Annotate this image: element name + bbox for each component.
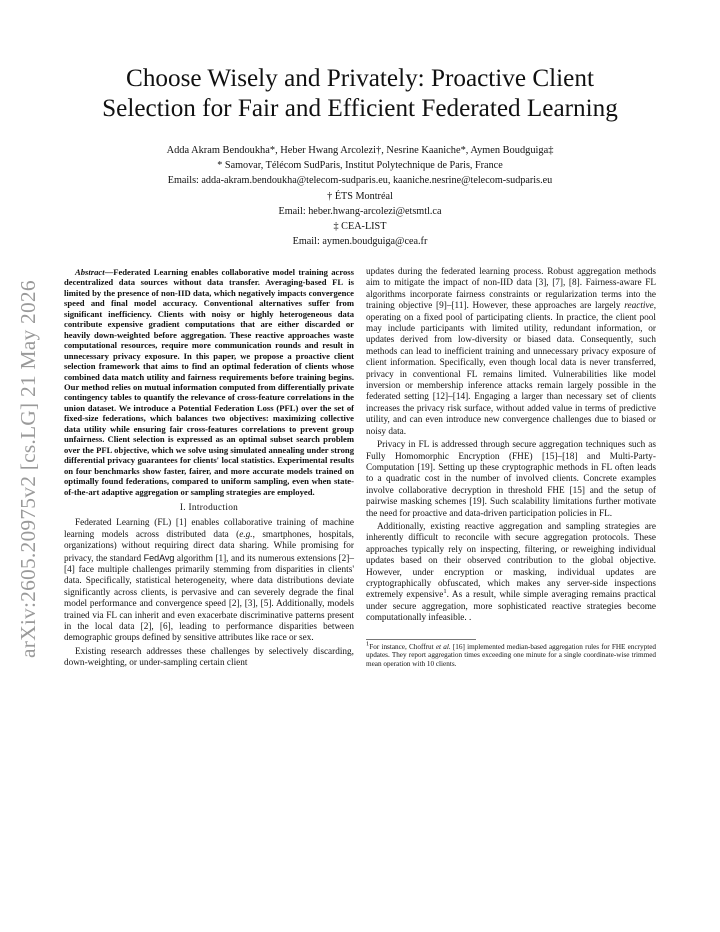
right-column: [366, 267, 656, 669]
footnote-ref[interactable]: 1: [443, 588, 447, 596]
arxiv-identifier[interactable]: arXiv:2605.20975v2 [cs.LG] 21 May 2026: [16, 280, 40, 658]
left-column: [64, 267, 354, 670]
affiliation-2: † ÉTS Montréal: [327, 190, 393, 202]
emails-3: Email: aymen.boudguiga@cea.fr: [292, 236, 428, 248]
right-paragraph-1: [366, 267, 656, 438]
right-p3-text-b: . As a result, while simple averaging remains practical under secure aggregation, more sophisticated reactive strategies become computationally infeasible. .: [366, 590, 656, 624]
footnote-etal: et al.: [435, 642, 451, 651]
intro-p1-eg: e.g.: [239, 529, 253, 540]
abstract-label: Abstract: [75, 267, 105, 277]
title-line-2: Selection for Fair and Efficient Federated Learning: [102, 95, 618, 122]
emails-2: Email: heber.hwang-arcolezi@etsmtl.ca: [278, 205, 442, 217]
arxiv-watermark: [14, 258, 44, 658]
section-heading-introduction: I. Introduction: [179, 502, 239, 513]
intro-p1-text-c: algorithm [1], and its numerous extensions [2]–[4] face multiple challenges primarily stemming from disparities in clients' data. Specifically, statistical heterogeneity, where data distributions deviate significantly across clients, is pervasive and can severely degrade the final model performance and convergence speed [2], [3], [5]. Additionally, models trained via FL can inherit and even exacerbate discriminative patterns present in the local data [2], [6], leading to performance disparities between demographic groups defined by sensitive attributes like race or sex.: [64, 553, 354, 644]
right-p1-text-b: , operating on a fixed pool of participating clients. In practice, the client pool may include participants with limited utility, redundant information, or updates derived from low-diversity or biased data. Consequently, such methods can lead to inefficient training and unnecessary privacy exposure of client information. Specifically, even though local data is never transferred, privacy in conventional FL remains limited. Vulnerabilities like model inversion or membership inference attacks remain largely possible in the federated setting [12]–[14]. Engaging a larger than necessary set of clients increases the privacy risk surface, without added value in terms of predictive utility, and can even introduce new convergence challenges due to biased or noisy data.: [366, 301, 656, 437]
footnote-text-b: [16] implemented median-based aggregation rules for FHE encrypted updates. They report aggregation times exceeding one minute for a single coordinate-wise trimmed mean operation with 10 clients.: [366, 642, 657, 668]
fedavg-term: FedAvg: [143, 552, 175, 563]
title-line-1: Choose Wisely and Privately: Proactive Client: [126, 65, 594, 92]
intro-p1-text-a: Federated Learning (FL) [1] enables collaborative training of machine learning models across distributed data (: [64, 518, 354, 540]
right-p1-text-a: updates during the federated learning process. Robust aggregation methods aim to mitigate the impact of non-IID data [3], [7], [8]. Fairness-aware FL algorithms incorporate fairness constraints or regularization terms into the training objective [9]–[11]. However, these approaches are largely: [366, 267, 656, 312]
reactive-term: reactive: [624, 301, 654, 312]
affiliation-1: * Samovar, Télécom SudParis, Institut Polytechnique de Paris, France: [217, 160, 503, 172]
abstract: [64, 267, 354, 497]
footnote-marker: 1: [366, 640, 370, 648]
right-paragraph-2: Privacy in FL is addressed through secure aggregation techniques such as Fully Homomorphic Encryption (FHE) [15]–[18] and Multi-Party-Computation [19]. Setting up these cryptographic methods in FL often leads to a quadratic cost in the number of involved clients. Concrete examples involve collaborative decryption in threshold FHE [15] and the setup of pairwise masking schemes [19]. Such scalability limitations further motivate the need for proactive and data-driven participation policies in FL.: [366, 440, 656, 519]
abstract-text: —Federated Learning enables collaborative model training across decentralized data sources without data transfer. Averaging-based FL is limited by the presence of non-IID data, which negatively impacts convergence speed and final model accuracy. Conventional alternatives suffer from significant inefficiency. Clients with noisy or highly heterogeneous data contribute expensive gradient computations that are either discarded or heavily down-weighted before aggregation. These reactive approaches waste computational resources, require more communication rounds and result in unnecessary privacy exposure. In this paper, we propose a proactive client selection framework that aims to find an optimal federation of clients whose combined data match utility and fairness requirements before training begins. Our method relies on mutual information computed from differentially private contingency tables to quantify the relevance of cross-feature correlations in the union dataset. We introduce a Potential Federation Loss (PFL) over the set of fixed-size federations, which balances two objectives: maximizing collective data utility while ensuring fair cross-features correlations to prevent group unfairness. Client selection is expressed as an optimal subset search problem over the PFL objective, which we solve using simulated annealing under strong differential privacy guarantees for clients' local statistics. Experimental results on four benchmarks show faster, fairer, and more accurate models trained on optimally found federations, compared to uniform sampling, even when state-of-the-art adaptive aggregation or sampling strategies are employed.: [64, 267, 354, 497]
footnote: [366, 639, 656, 669]
paper-title: [40, 64, 680, 124]
author-names: Adda Akram Bendoukha*, Heber Hwang Arcolezi†, Nesrine Kaaniche*, Aymen Boudguiga‡: [166, 145, 554, 156]
intro-p1-text-b: , smartphones, hospitals, organizations) without requiring direct data sharing. While promising for privacy, the standard: [64, 529, 354, 564]
affiliation-3: ‡ CEA-LIST: [333, 221, 387, 233]
emails-1: Emails: adda-akram.bendoukha@telecom-sudparis.eu, kaaniche.nesrine@telecom-sudparis.eu: [167, 175, 553, 187]
footnote-text-a: For instance, Choffrut: [369, 642, 436, 651]
right-paragraph-3: [366, 522, 656, 625]
intro-paragraph-1: [64, 518, 354, 644]
author-block: [60, 143, 660, 249]
right-p3-text-a: Additionally, existing reactive aggregation and sampling strategies are inherently difficult to reconcile with secure aggregation protocols. These approaches typically rely on inspecting, filtering, or reweighing individual updates based on their observed contribution to the global objective. However, under encryption or masking, individual updates are cryptographically obfuscated, which makes any server-side inspections extremely expensive: [366, 521, 656, 601]
intro-paragraph-2: Existing research addresses these challenges by selectively discarding, down-weighting, or under-sampling certain client: [64, 646, 354, 669]
